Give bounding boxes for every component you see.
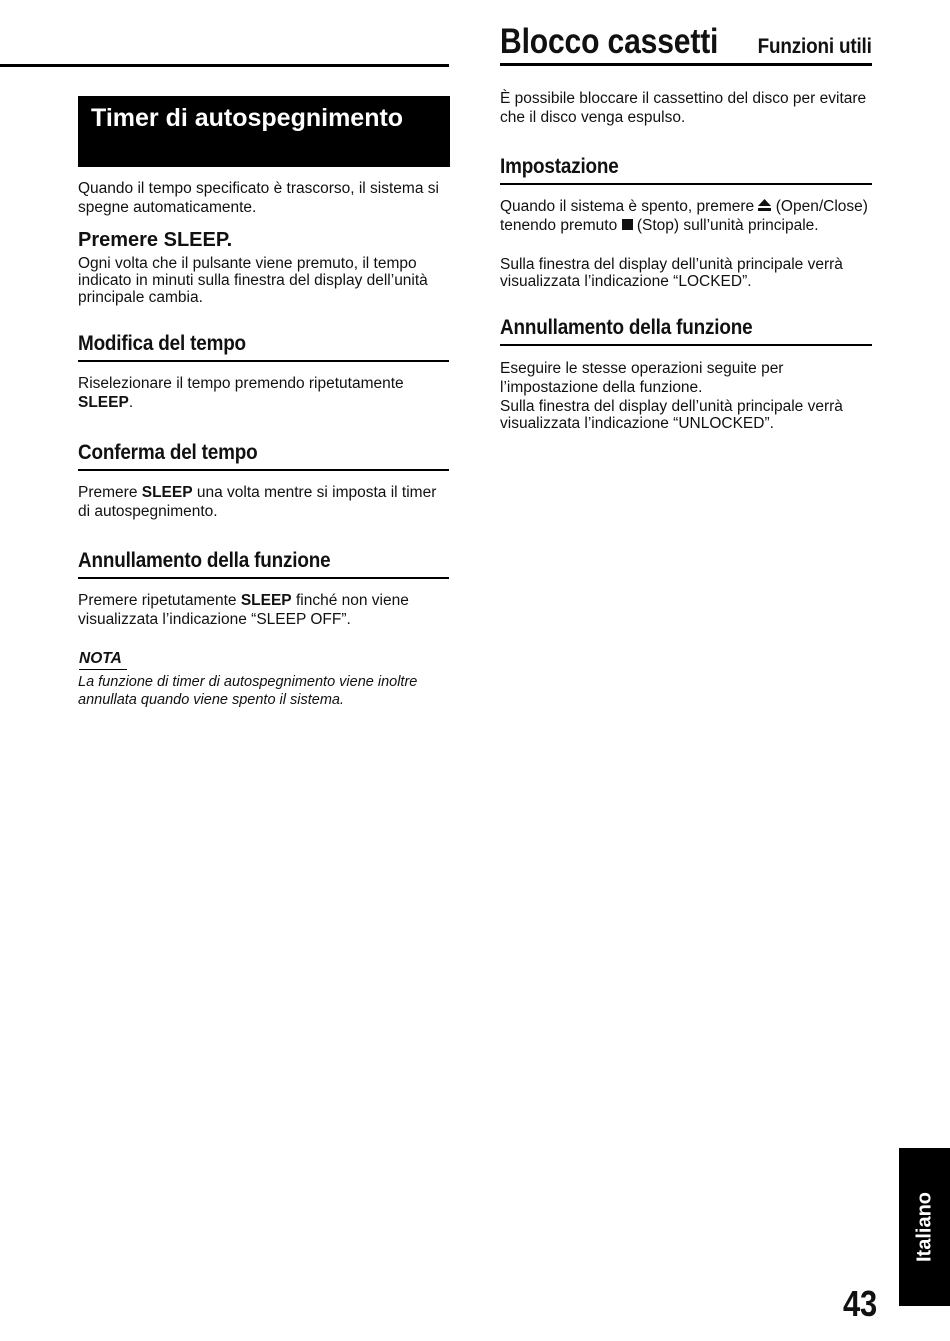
section-text-cancel-timer: Premere ripetutamente SLEEP finché non viene visualizzata l’indicazione “SLEEP OFF”. [78, 592, 409, 628]
section-text-cancel-lock: Eseguire le stesse operazioni seguite per l’impostazione della funzione. [500, 360, 784, 396]
section-heading-setting: Impostazione [500, 155, 619, 178]
section-heading-confirm: Conferma del tempo [78, 441, 258, 464]
lock-intro: È possibile bloccare il cassettino del disco per evitare che il disco venga espulso. [500, 90, 867, 126]
section-text-setting-display: Sulla finestra del display dell’unità principale verrà visualizzata l’indicazione “LOCKED”. [500, 256, 843, 290]
section-rule [78, 577, 449, 579]
section-rule [78, 360, 449, 362]
section-rule [500, 183, 872, 185]
header-rule-right [500, 63, 872, 66]
section-title: Funzioni utili [757, 35, 872, 58]
section-rule [500, 344, 872, 346]
section-heading-cancel-lock: Annullamento della funzione [500, 316, 753, 339]
timer-title: Timer di autospegnimento [91, 104, 404, 132]
note-rule [79, 669, 127, 670]
stop-icon [622, 216, 633, 235]
section-text-confirm: Premere SLEEP una volta mentre si imposta il timer di autospegnimento. [78, 484, 437, 520]
sleep-instruction-text: Ogni volta che il pulsante viene premuto, il tempo indicato in minuti sulla finestra del display dell’unità principale cambia. [78, 255, 428, 306]
note-label: NOTA [79, 650, 122, 667]
header-rule-left [0, 64, 449, 67]
note-text: La funzione di timer di autospegnimento viene inoltre annullata quando viene spento il sistema. [78, 674, 418, 708]
timer-title-box [78, 96, 450, 167]
language-tab-label: Italiano [913, 1191, 935, 1263]
eject-icon [758, 197, 771, 216]
section-text-setting: Quando il sistema è spento, premere (Open/Close) tenendo premuto (Stop) sull’unità principale. [500, 198, 868, 234]
section-text-cancel-lock-display: Sulla finestra del display dell’unità principale verrà visualizzata l’indicazione “UNLOCKED”. [500, 398, 843, 432]
timer-intro: Quando il tempo specificato è trascorso, il sistema si spegne automaticamente. [78, 180, 439, 216]
language-tab [899, 1148, 950, 1306]
section-text-modify: Riselezionare il tempo premendo ripetutamente SLEEP. [78, 375, 404, 411]
sleep-instruction-heading: Premere SLEEP. [78, 229, 233, 251]
section-heading-modify: Modifica del tempo [78, 332, 246, 355]
page-number: 43 [843, 1283, 878, 1324]
section-rule [78, 469, 449, 471]
section-heading-cancel-timer: Annullamento della funzione [78, 549, 331, 572]
page-title: Blocco cassetti [500, 22, 719, 61]
